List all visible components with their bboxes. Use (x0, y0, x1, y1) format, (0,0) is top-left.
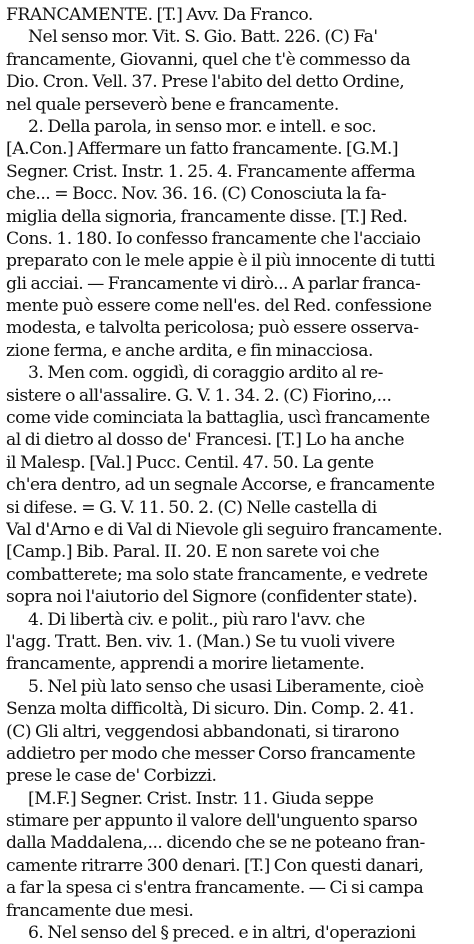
text-line: camente ritrarre 300 denari. [T.] Con questi danari, (6, 855, 424, 876)
text-line: preparato con le mele appie è il più innocente di tutti (6, 251, 435, 272)
text-line: il Malesp. [Val.] Pucc. Centil. 47. 50. La gente (6, 452, 374, 473)
text-line: Senza molta difficoltà, Di sicuro. Din. Comp. 2. 41. (6, 699, 414, 720)
text-line: nel quale perseverò bene e francamente. (6, 94, 339, 115)
text-line: gli acciai. — Francamente vi dirò... A parlar franca- (6, 273, 421, 294)
text-line: prese le case de' Corbizzi. (6, 766, 217, 787)
text-line: Val d'Arno e di Val di Nievole gli seguiro francamente. (6, 519, 443, 540)
sense-2-line: 2. Della parola, in senso mor. e intell. e soc. (28, 116, 377, 137)
text-line: (C) Gli altri, veggendosi abbandonati, si tirarono (6, 721, 399, 742)
text-line: [A.Con.] Affermare un fatto francamente. [G.M.] (6, 139, 399, 160)
sense-6-line: 6. Nel senso del § preced. e in altri, d'operazioni (28, 923, 416, 944)
sense-5-line: 5. Nel più lato senso che usasi Liberamente, cioè (28, 676, 424, 697)
text-line: a far la spesa ci s'entra francamente. — Ci si campa (6, 878, 424, 899)
text-line: francamente, Giovanni, quel che t'è commesso da (6, 49, 411, 70)
text-line: che... = Bocc. Nov. 36. 16. (C) Conosciuta la fa- (6, 184, 387, 205)
text-line: dalla Maddalena,... dicendo che se ne poteano fran- (6, 833, 425, 854)
text-line: al di dietro al dosso de' Francesi. [T.] Lo ha anche (6, 430, 405, 451)
text-line: modesta, e talvolta pericolosa; può essere osserva- (6, 318, 419, 339)
text-line: stimare per appunto il valore dell'unguento sparso (6, 811, 418, 832)
text-line: Nel senso mor. Vit. S. Gio. Batt. 226. (C) Fa' (28, 27, 378, 48)
text-line: miglia della signoria, francamente disse. [T.] Red. (6, 206, 408, 227)
text-line: Segner. Crist. Instr. 1. 25. 4. Francamente afferma (6, 161, 416, 182)
text-line: Dio. Cron. Vell. 37. Prese l'abito del detto Ordine, (6, 72, 405, 93)
text-line: ch'era dentro, ad un segnale Accorse, e francamente (6, 475, 435, 496)
text-line: come vide cominciata la battaglia, uscì francamente (6, 408, 430, 429)
text-line: sopra noi l'aiutorio del Signore (confidenter state). (6, 587, 418, 608)
text-line: addietro per modo che messer Corso francamente (6, 743, 416, 764)
text-line: sistere o all'assalire. G. V. 1. 34. 2. (C) Fiorino,... (6, 385, 392, 406)
text-line: [Camp.] Bib. Paral. II. 20. E non sarete voi che (6, 542, 380, 563)
sense-3-line: 3. Men com. oggidì, di coraggio ardito al re- (28, 363, 383, 384)
text-line: si difese. = G. V. 11. 50. 2. (C) Nelle castella di (6, 497, 377, 518)
text-line: Cons. 1. 180. Io confesso francamente che l'acciaio (6, 228, 421, 249)
text-line: zione ferma, e anche ardita, e fin minacciosa. (6, 340, 373, 361)
sense-4-line: 4. Di libertà civ. e polit., più raro l'avv. che (28, 609, 365, 630)
text-line: francamente, apprendi a morire lietamente. (6, 654, 365, 675)
text-line: francamente due mesi. (6, 900, 194, 921)
text-line: [M.F.] Segner. Crist. Instr. 11. Giuda seppe (28, 788, 374, 809)
entry-headword-line: FRANCAMENTE. [T.] Avv. Da Franco. (6, 5, 313, 25)
text-line: mente può essere come nell'es. del Red. confessione (6, 296, 432, 317)
text-line: l'agg. Tratt. Ben. viv. 1. (Man.) Se tu vuoli vivere (6, 631, 395, 652)
text-line: combatterete; ma solo state francamente, e vedrete (6, 564, 428, 585)
